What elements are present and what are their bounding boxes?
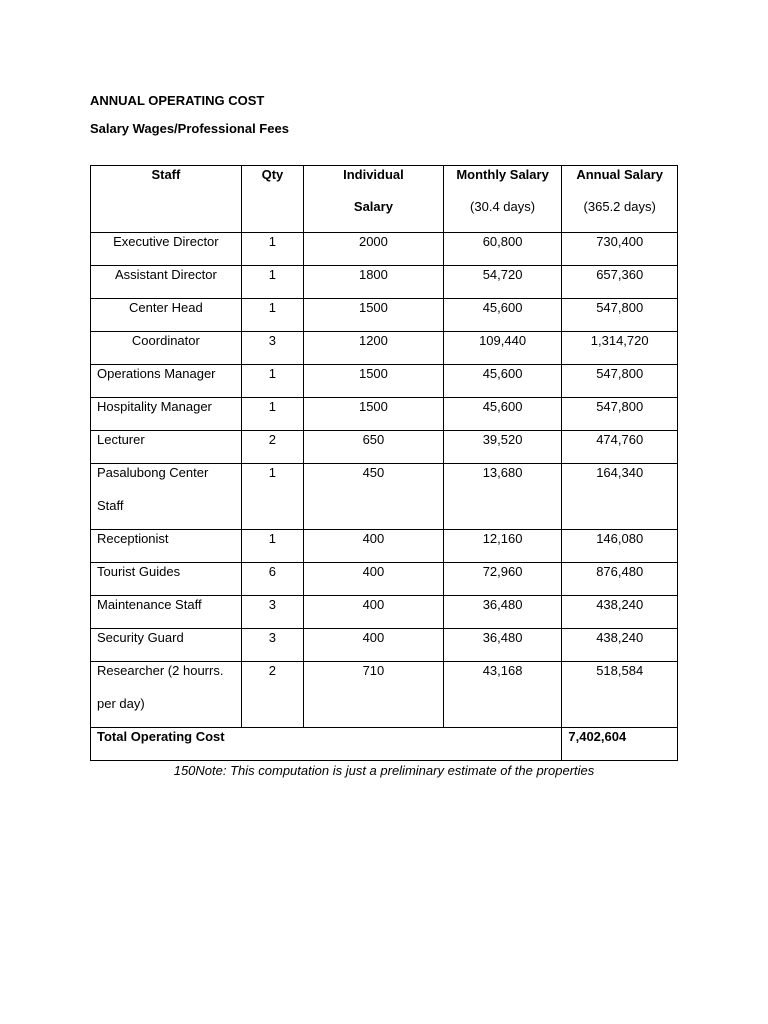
- cell-individual: 1800: [304, 266, 444, 299]
- cell-monthly: 109,440: [443, 332, 562, 365]
- cell-staff: Operations Manager: [91, 365, 242, 398]
- header-annual-salary: Annual Salary (365.2 days): [562, 166, 678, 233]
- cell-annual: 1,314,720: [562, 332, 678, 365]
- table-row: [91, 332, 678, 365]
- cell-annual: 547,800: [562, 398, 678, 431]
- cell-individual: 400: [304, 596, 444, 629]
- footnote: 150Note: This computation is just a preliminary estimate of the properties: [173, 763, 595, 778]
- table-row: [91, 365, 678, 398]
- section-subtitle: Salary Wages/Professional Fees: [90, 121, 289, 136]
- cell-individual: 710: [304, 662, 444, 728]
- cell-monthly: 39,520: [443, 431, 562, 464]
- cell-individual: 650: [304, 431, 444, 464]
- cell-qty: 2: [241, 662, 303, 728]
- cell-monthly: 12,160: [443, 530, 562, 563]
- cell-staff: Center Head: [91, 299, 242, 332]
- cell-staff: Tourist Guides: [91, 563, 242, 596]
- cell-staff: Pasalubong Center Staff: [91, 464, 242, 530]
- total-value: 7,402,604: [562, 728, 678, 761]
- table-row: [91, 233, 678, 266]
- cell-individual: 400: [304, 629, 444, 662]
- cell-individual: 400: [304, 563, 444, 596]
- table-row: [91, 662, 678, 728]
- table-row: [91, 629, 678, 662]
- cell-qty: 1: [241, 266, 303, 299]
- cell-qty: 3: [241, 332, 303, 365]
- cell-monthly: 45,600: [443, 365, 562, 398]
- cell-annual: 474,760: [562, 431, 678, 464]
- cell-individual: 2000: [304, 233, 444, 266]
- cell-staff: Assistant Director: [91, 266, 242, 299]
- table-row: [91, 530, 678, 563]
- cell-monthly: 36,480: [443, 596, 562, 629]
- cell-monthly: 54,720: [443, 266, 562, 299]
- table-row: [91, 596, 678, 629]
- cell-annual: 657,360: [562, 266, 678, 299]
- cell-staff: Lecturer: [91, 431, 242, 464]
- total-label: Total Operating Cost: [91, 728, 562, 761]
- operating-cost-table: [90, 165, 678, 761]
- cell-monthly: 60,800: [443, 233, 562, 266]
- cell-annual: 876,480: [562, 563, 678, 596]
- cell-individual: 450: [304, 464, 444, 530]
- cell-qty: 3: [241, 596, 303, 629]
- table-row: [91, 398, 678, 431]
- cell-monthly: 13,680: [443, 464, 562, 530]
- cell-annual: 518,584: [562, 662, 678, 728]
- total-row: [91, 728, 678, 761]
- cell-qty: 1: [241, 530, 303, 563]
- cell-annual: 547,800: [562, 365, 678, 398]
- table-header-row: [91, 166, 678, 233]
- cell-monthly: 45,600: [443, 398, 562, 431]
- cell-qty: 1: [241, 398, 303, 431]
- page-title: ANNUAL OPERATING COST: [90, 93, 265, 108]
- cell-staff: Researcher (2 hourrs. per day): [91, 662, 242, 728]
- header-staff: Staff: [91, 166, 242, 233]
- cell-staff: Hospitality Manager: [91, 398, 242, 431]
- header-qty: Qty: [241, 166, 303, 233]
- cell-individual: 1200: [304, 332, 444, 365]
- cell-qty: 1: [241, 464, 303, 530]
- cell-individual: 1500: [304, 398, 444, 431]
- table-row: [91, 431, 678, 464]
- cell-individual: 400: [304, 530, 444, 563]
- cell-individual: 1500: [304, 299, 444, 332]
- cell-annual: 146,080: [562, 530, 678, 563]
- cell-annual: 438,240: [562, 629, 678, 662]
- cell-staff: Security Guard: [91, 629, 242, 662]
- table-row: [91, 563, 678, 596]
- cell-qty: 1: [241, 299, 303, 332]
- cell-staff: Receptionist: [91, 530, 242, 563]
- cell-staff: Coordinator: [91, 332, 242, 365]
- cell-qty: 2: [241, 431, 303, 464]
- cell-qty: 1: [241, 233, 303, 266]
- cell-qty: 6: [241, 563, 303, 596]
- cell-annual: 438,240: [562, 596, 678, 629]
- cell-qty: 3: [241, 629, 303, 662]
- cell-annual: 730,400: [562, 233, 678, 266]
- header-monthly-salary: Monthly Salary (30.4 days): [443, 166, 562, 233]
- table-row: [91, 266, 678, 299]
- cell-annual: 547,800: [562, 299, 678, 332]
- cell-individual: 1500: [304, 365, 444, 398]
- cell-staff: Maintenance Staff: [91, 596, 242, 629]
- header-individual-salary: Individual Salary: [304, 166, 444, 233]
- cell-monthly: 36,480: [443, 629, 562, 662]
- table-row: [91, 464, 678, 530]
- table-row: [91, 299, 678, 332]
- cell-qty: 1: [241, 365, 303, 398]
- cell-monthly: 72,960: [443, 563, 562, 596]
- cell-staff: Executive Director: [91, 233, 242, 266]
- cell-monthly: 45,600: [443, 299, 562, 332]
- cell-annual: 164,340: [562, 464, 678, 530]
- cell-monthly: 43,168: [443, 662, 562, 728]
